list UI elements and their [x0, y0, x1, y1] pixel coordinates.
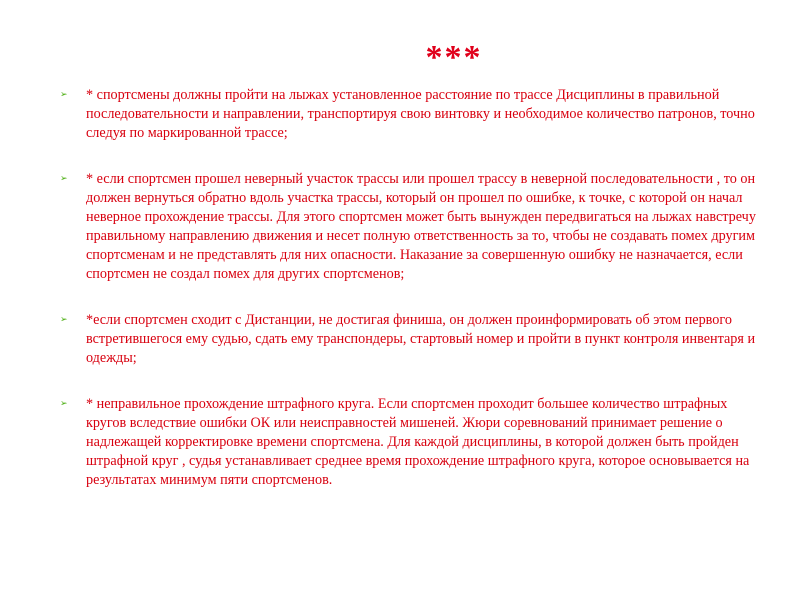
bullet-item: [60, 170, 760, 284]
bullet-list: [60, 86, 760, 517]
bullet-item: [60, 311, 760, 368]
bullet-text: *если спортсмен сходит с Дистанции, не достигая финиша, он должен проинформировать об этом первого встретившегося ему судью, сдать ему транспондеры, стартовый номер и пройти в пункт контроля инвентаря и одежды;: [86, 312, 756, 366]
arrow-bullet-icon: ➢: [60, 90, 68, 100]
arrow-bullet-icon: ➢: [60, 399, 68, 409]
slide-title: ***: [425, 39, 483, 76]
bullet-item: [60, 86, 760, 143]
bullet-text: * если спортсмен прошел неверный участок трассы или прошел трассу в неверной последовательности , то он должен вернуться обратно вдоль участка трассы, который он прошел по ошибке, к точке, с которой он начал неверное прохождение трассы. Для этого спортсмен может быть вынужден передвигаться на лыжах навстречу правильному направлению движения и несет полную ответственность за то, чтобы не создавать помех другим спортсменам и не представлять для них опасности. Наказание за совершенную ошибку не назначается, если спортсмен не создал помех для других спортсменов;: [86, 171, 756, 282]
bullet-text: * неправильное прохождение штрафного круга. Если спортсмен проходит большее количество штрафных кругов вследствие ошибки ОК или неисправностей мишеней. Жюри соревнований принимает решение о надлежащей корректировке времени спортсмена. Для каждой дисциплины, в которой должен быть пройден штрафной круг , судья устанавливает среднее время прохождение штрафного круга, которое основывается на результатах минимум пяти спортсменов.: [86, 396, 750, 488]
arrow-bullet-icon: ➢: [60, 315, 68, 325]
bullet-text: * спортсмены должны пройти на лыжах установленное расстояние по трассе Дисциплины в правильной последовательности и направлении, транспортируя свою винтовку и необходимое количество патронов, точно следуя по маркированной трассе;: [86, 87, 755, 141]
arrow-bullet-icon: ➢: [60, 174, 68, 184]
bullet-item: [60, 395, 760, 490]
